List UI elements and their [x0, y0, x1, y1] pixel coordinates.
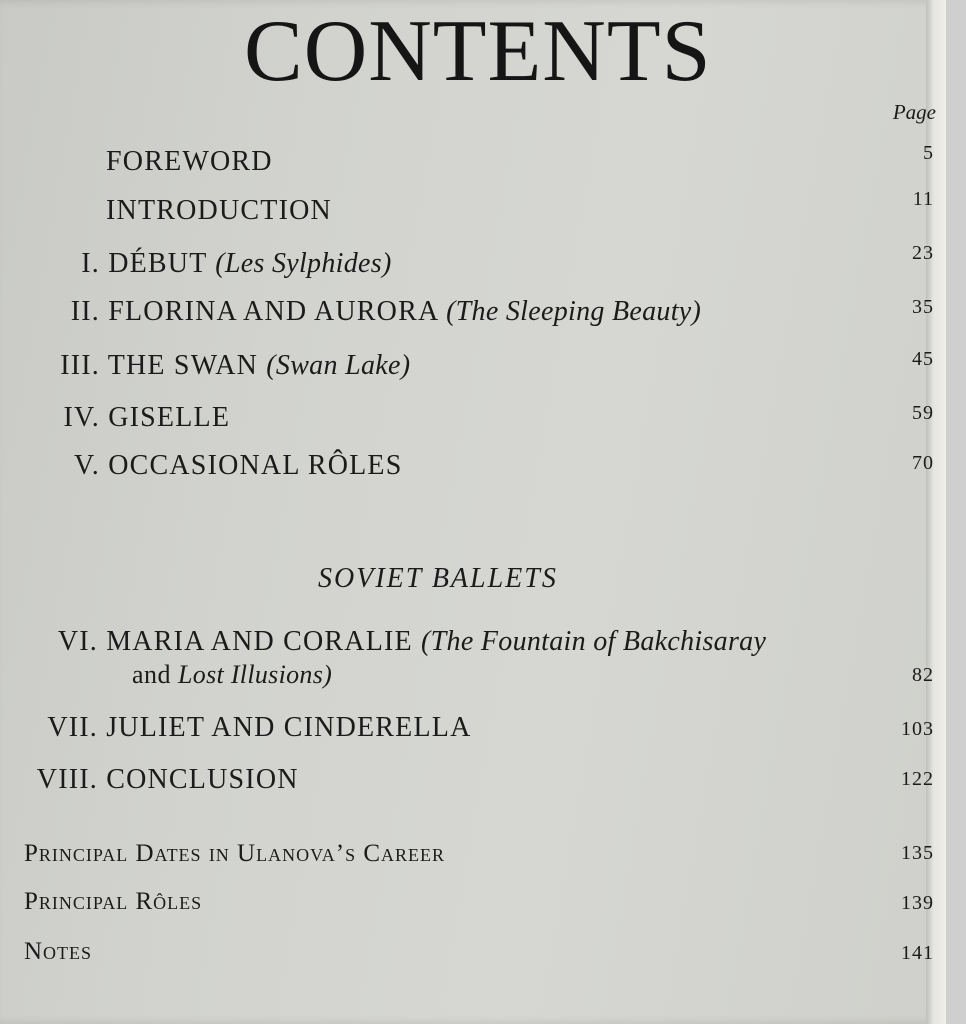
toc-entry-notes: Notes: [24, 938, 93, 965]
page-number: 59: [912, 402, 934, 424]
entry-title: OCCASIONAL RÔLES: [108, 450, 403, 481]
entry-title: THE SWAN: [107, 350, 259, 381]
page-number: 139: [901, 892, 934, 914]
page-title: CONTENTS: [244, 3, 712, 100]
entry-title: INTRODUCTION: [106, 195, 332, 226]
entry-title: GISELLE: [108, 402, 231, 433]
toc-entry-chapter-6: [0, 626, 766, 658]
toc-entry-chapter-7: [0, 712, 472, 744]
entry-subtitle: (Swan Lake): [266, 350, 411, 381]
entry-title: CONCLUSION: [106, 764, 299, 795]
page-number: 141: [901, 942, 934, 964]
chapter-number: VII.: [47, 712, 98, 743]
entry-title: MARIA AND CORALIE: [106, 626, 413, 657]
toc-entry-chapter-2: [0, 296, 701, 328]
toc-entry-chapter-6-continuation: [132, 660, 332, 690]
entry-subtitle: (The Fountain of Bakchisaray: [421, 626, 767, 657]
page-number: 82: [912, 664, 934, 686]
toc-entry-chapter-5: [0, 450, 403, 482]
chapter-number: IV.: [63, 402, 100, 433]
page-number: 11: [912, 188, 934, 210]
toc-entry-chapter-1: [0, 248, 392, 280]
toc-entry-principal-roles: Principal Rôles: [24, 888, 203, 915]
page-number: 70: [912, 452, 934, 474]
entry-title: FLORINA AND AURORA: [108, 296, 438, 327]
continuation-italic: Lost Illusions: [178, 660, 324, 689]
chapter-number: VIII.: [36, 764, 98, 795]
chapter-number: III.: [60, 350, 100, 381]
entry-title: DÉBUT: [108, 248, 208, 279]
page-column-label: Page: [892, 100, 936, 124]
toc-entry-chapter-8: [0, 764, 299, 796]
page-number: 135: [901, 842, 934, 864]
section-heading: SOVIET BALLETS: [318, 563, 558, 594]
toc-entry-chapter-3: [0, 350, 410, 382]
continuation-prefix: and: [132, 660, 172, 689]
page-number: 45: [912, 348, 934, 370]
page-number: 35: [912, 296, 934, 318]
entry-title: FOREWORD: [106, 146, 273, 177]
page-number: 122: [901, 768, 934, 790]
page-number: 23: [912, 242, 934, 264]
entry-subtitle: (Les Sylphides): [215, 248, 392, 279]
entry-title: JULIET AND CINDERELLA: [106, 712, 472, 743]
chapter-number: I.: [81, 248, 100, 279]
chapter-number: V.: [73, 450, 100, 481]
continuation-suffix: ): [323, 660, 333, 689]
page-number: 5: [923, 142, 934, 164]
toc-entry-principal-dates: Principal Dates in Ulanova’s Career: [24, 840, 446, 867]
toc-entry-chapter-4: [0, 402, 230, 434]
page-number: 103: [901, 718, 934, 740]
entry-subtitle: (The Sleeping Beauty): [446, 296, 702, 327]
toc-entry-introduction: [106, 195, 332, 227]
chapter-number: VI.: [57, 626, 98, 657]
toc-entry-foreword: [106, 146, 273, 178]
chapter-number: II.: [70, 296, 100, 327]
